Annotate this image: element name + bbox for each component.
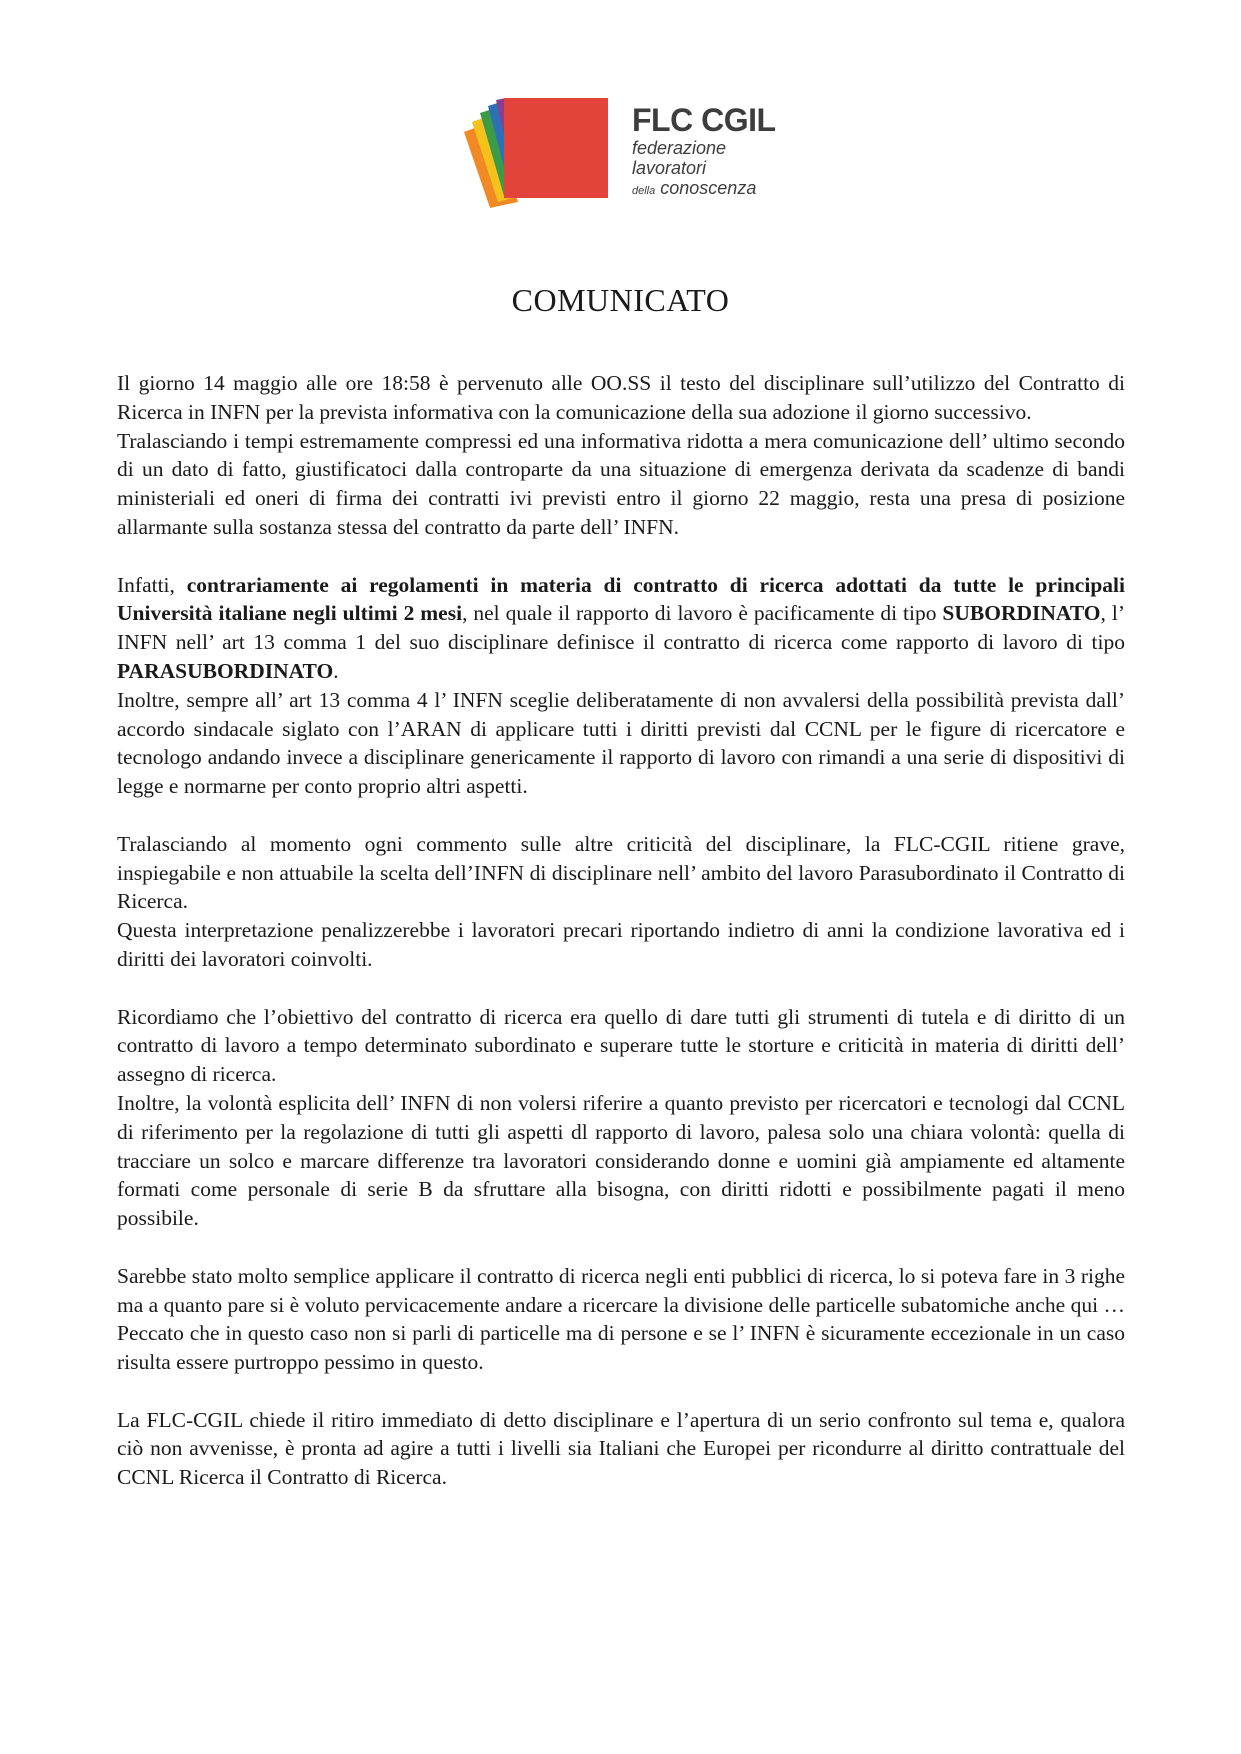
paragraph-gap (117, 1377, 1125, 1406)
paragraph-4: Inoltre, sempre all’ art 13 comma 4 l’ INFN sceglie deliberatamente di non avvalersi della possibilità prevista dall’ accordo sindacale siglato con l’ARAN di applicare tutti i diritti previsti dal CCNL per le figure di ricercatore e tecnologo andando invece a disciplinare genericamente il rapporto di lavoro con rimandi a una serie di dispositivi di legge e normarne per conto proprio altri aspetti. (117, 687, 1125, 799)
logo-line-3-main: conoscenza (660, 178, 757, 198)
paragraph-5: Tralasciando al momento ogni commento sulle altre criticità del disciplinare, la FLC-CGIL ritiene grave, inspiegabile e non attuabile la scelta dell’INFN di disciplinare nell’ ambito del lavoro Parasubordinato il Contratto di Ricerca. (117, 831, 1125, 914)
document-title: COMUNICATO (511, 282, 730, 318)
flc-cgil-logo (462, 98, 782, 208)
paragraph-gap (117, 1233, 1125, 1262)
paragraph-3-text-1: , nel quale il rapporto di lavoro è pacificamente di tipo (462, 601, 943, 626)
paragraph-3-bold-1: contrariamente ai regolamenti in materia di contratto di ricerca adottati da tutte le principali Università italiane negli ultimi 2 mesi (117, 572, 1125, 626)
paragraph-7: Ricordiamo che l’obiettivo del contratto di ricerca era quello di dare tutti gli strumenti di tutela e di diritto di un contratto di lavoro a tempo determinato subordinato e superare tutte le storture e criticità in materia di diritti dell’ assegno di ricerca. (117, 1004, 1125, 1087)
paragraph-3-bold-3: PARASUBORDINATO (117, 658, 334, 683)
logo-line-1: federazione (632, 138, 727, 158)
paragraph-2: Tralasciando i tempi estremamente compressi ed una informativa ridotta a mera comunicazione dell’ ultimo secondo di un dato di fatto, giustificatoci dalla controparte da una situazione di emergenza derivata da scadenze di bandi ministeriali ed oneri di firma dei contratti ivi previsti entro il giorno 22 maggio, resta una presa di posizione allarmante sulla sostanza stessa del contratto da parte dell’ INFN. (117, 428, 1125, 539)
logo-mark-icon (462, 98, 612, 208)
logo-title: FLC CGIL (632, 102, 776, 138)
paragraph-8: Inoltre, la volontà esplicita dell’ INFN di non volersi riferire a quanto previsto per ricercatori e tecnologi dal CCNL di riferimento per la regolazione di tutti gli aspetti dl rapporto di lavoro, palesa solo una chiara volontà: quella di tracciare un solco e marcare differenze tra lavoratori considerando donne e uomini già ampiamente ed altamente formati come personale di serie B da sfruttare alla bisogna, con diritti ridotti e possibilmente pagati il meno possibile. (117, 1090, 1125, 1231)
paragraph-1: Il giorno 14 maggio alle ore 18:58 è pervenuto alle OO.SS il testo del disciplinare sull’utilizzo del Contratto di Ricerca in INFN per la prevista informativa con la comunicazione della sua adozione il giorno successivo. (117, 371, 1125, 424)
paragraph-6: Questa interpretazione penalizzerebbe i lavoratori precari riportando indietro di anni la condizione lavorativa ed i diritti dei lavoratori coinvolti. (117, 918, 1125, 971)
paragraph-3-lead: Infatti, (117, 572, 187, 597)
paragraph-9: Sarebbe stato molto semplice applicare il contratto di ricerca negli enti pubblici di ricerca, lo si poteva fare in 3 righe ma a quanto pare si è voluto pervicacemente andare a ricercare la divisione delle particelle subatomiche anche qui … Peccato che in questo caso non si parli di particelle ma di persone e se l’ INFN è sicuramente eccezionale in un caso risulta essere purtroppo pessimo in questo. (117, 1263, 1125, 1375)
paragraph-gap (117, 542, 1125, 571)
document-body (117, 369, 1125, 1492)
paragraph-3-bold-2: SUBORDINATO (942, 601, 1101, 626)
logo-wordmark (632, 98, 792, 201)
logo-line-3-small: della (632, 185, 656, 197)
paragraph-gap (117, 801, 1125, 830)
logo-red-square (504, 98, 608, 198)
paragraph-3-text-2: , l’ INFN nell’ art 13 comma 1 del suo disciplinare definisce il contratto di ricerca come rapporto di lavoro di tipo (117, 601, 1125, 655)
paragraph-gap (117, 974, 1125, 1003)
logo-line-2: lavoratori (632, 158, 707, 178)
paragraph-3 (117, 571, 1125, 686)
logo-line-3 (632, 178, 792, 201)
paragraph-3-text-3: . (333, 658, 339, 683)
paragraph-10: La FLC-CGIL chiede il ritiro immediato di detto disciplinare e l’apertura di un serio confronto sul tema e, qualora ciò non avvenisse, è pronta ad agire a tutti i livelli sia Italiani che Europei per ricondurre al diritto contrattuale del CCNL Ricerca il Contratto di Ricerca. (117, 1407, 1125, 1490)
